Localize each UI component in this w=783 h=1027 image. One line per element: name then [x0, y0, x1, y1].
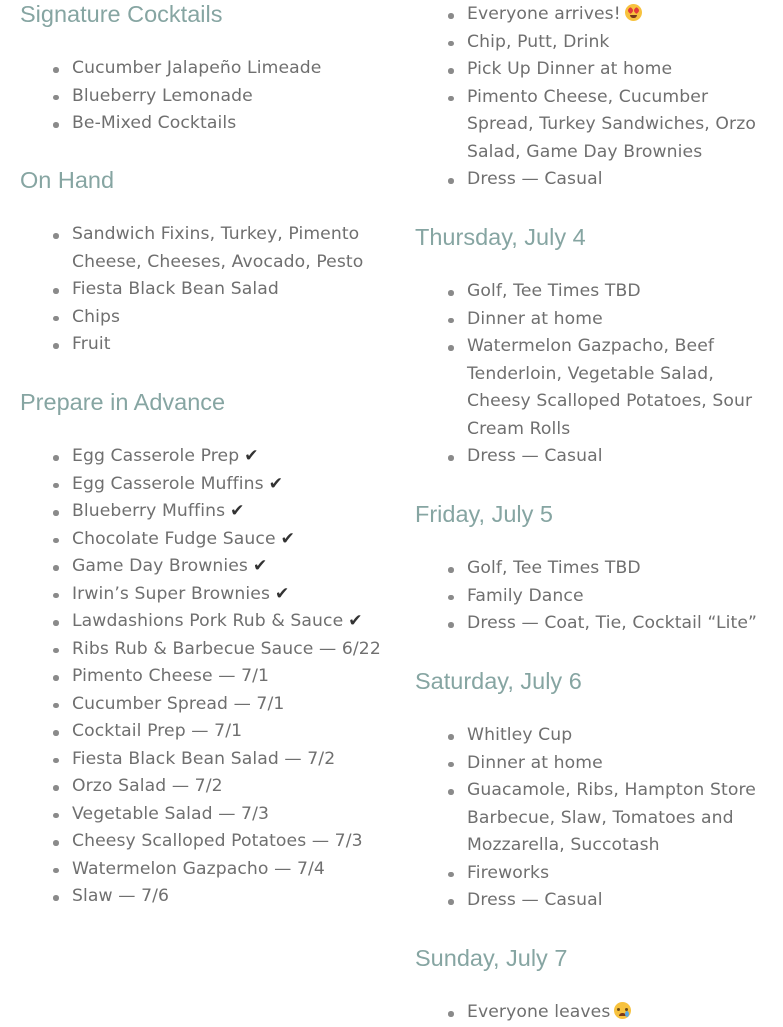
thursday-heading: Thursday, July 4	[415, 224, 586, 250]
list-item: Dress — Casual	[415, 887, 775, 915]
friday-section	[415, 500, 775, 638]
list-item-text: Chocolate Fudge Sauce	[72, 528, 276, 549]
list-item	[20, 581, 390, 609]
arrival-list	[415, 1, 775, 194]
list-item	[20, 856, 390, 884]
list-item-text: Lawdashions Pork Rub & Sauce	[72, 611, 344, 631]
list-item: Dinner at home	[415, 750, 775, 778]
list-item: Chips	[20, 304, 390, 332]
prepare-in-advance-list	[20, 443, 390, 911]
thursday-section	[415, 223, 775, 471]
signature-cocktails-list	[20, 55, 390, 138]
list-item-text: Game Day Brownies	[72, 556, 248, 576]
list-item-text: Egg Casserole Prep	[72, 446, 240, 466]
checkmark-icon: ✔	[268, 473, 284, 494]
checkmark-icon: ✔	[280, 528, 295, 549]
list-item: Sandwich Fixins, Turkey, Pimento Cheese, Cheeses, Avocado, Pesto	[20, 221, 390, 276]
sunday-heading: Sunday, July 7	[415, 945, 568, 971]
list-item-text: Orzo Salad — 7/2	[72, 776, 223, 796]
list-item	[20, 443, 390, 471]
list-item-text: Pimento Cheese — 7/1	[72, 666, 270, 686]
list-item: Watermelon Gazpacho, Beef Tenderloin, Vegetable Salad, Cheesy Scalloped Potatoes, Sour Cream Rolls	[415, 333, 775, 443]
prepare-in-advance-heading: Prepare in Advance	[20, 389, 226, 415]
checkmark-icon: ✔	[230, 501, 245, 521]
list-item-text: Irwin’s Super Brownies	[72, 583, 271, 604]
prepare-in-advance-section	[20, 388, 390, 911]
list-item	[20, 553, 390, 581]
list-item	[20, 801, 390, 829]
list-item: Cucumber Jalapeño Limeade	[20, 55, 390, 83]
list-item-text: Watermelon Gazpacho — 7/4	[72, 858, 325, 879]
list-item: Dress — Coat, Tie, Cocktail “Lite”	[415, 610, 775, 638]
list-item: Whitley Cup	[415, 722, 775, 750]
list-item	[20, 883, 390, 911]
list-item-text: Egg Casserole Muffins	[72, 473, 264, 494]
list-item: Blueberry Lemonade	[20, 83, 390, 111]
list-item-text: Slaw — 7/6	[72, 886, 170, 906]
list-item: Pimento Cheese, Cucumber Spread, Turkey Sandwiches, Orzo Salad, Game Day Brownies	[415, 84, 775, 167]
signature-cocktails-heading: Signature Cocktails	[20, 1, 223, 27]
list-item-text: Cucumber Spread — 7/1	[72, 693, 285, 714]
list-item-text: Fiesta Black Bean Salad — 7/2	[72, 748, 336, 769]
list-item	[20, 526, 390, 554]
list-item	[20, 773, 390, 801]
checkmark-icon: ✔	[348, 611, 363, 631]
list-item	[20, 828, 390, 856]
list-item: Be-Mixed Cocktails	[20, 110, 390, 138]
list-item: Dinner at home	[415, 306, 775, 334]
sunday-list	[415, 999, 775, 1027]
on-hand-section	[20, 166, 390, 359]
list-item-text: Vegetable Salad — 7/3	[72, 803, 270, 824]
list-item	[415, 1, 775, 29]
list-item	[20, 746, 390, 774]
checkmark-icon: ✔	[275, 583, 290, 604]
signature-cocktails-section	[20, 0, 390, 138]
list-item	[20, 691, 390, 719]
list-item	[415, 999, 775, 1027]
list-item	[20, 663, 390, 691]
list-item: Golf, Tee Times TBD	[415, 555, 775, 583]
list-item-text: Cocktail Prep — 7/1	[72, 721, 243, 741]
list-item	[20, 718, 390, 746]
list-item: Chip, Putt, Drink	[415, 29, 775, 57]
list-item: Fiesta Black Bean Salad	[20, 276, 390, 304]
list-item-text: Blueberry Muffins	[72, 501, 226, 521]
list-item	[20, 498, 390, 526]
arrival-section	[415, 1, 775, 194]
list-item: Dress — Casual	[415, 166, 775, 194]
list-item: Pick Up Dinner at home	[415, 56, 775, 84]
sunday-section	[415, 944, 775, 1027]
list-item-text: Ribs Rub & Barbecue Sauce — 6/22	[72, 638, 381, 659]
list-item-text: Cheesy Scalloped Potatoes — 7/3	[72, 831, 363, 851]
list-item: Fireworks	[415, 860, 775, 888]
list-item: Guacamole, Ribs, Hampton Store Barbecue, Slaw, Tomatoes and Mozzarella, Succotash	[415, 777, 775, 860]
thursday-list	[415, 278, 775, 471]
heart-eyes-emoji-icon	[625, 4, 642, 21]
crying-emoji-icon	[614, 1002, 631, 1019]
list-item-text: Everyone arrives!	[467, 4, 621, 24]
checkmark-icon: ✔	[244, 446, 259, 466]
saturday-section	[415, 667, 775, 915]
list-item: Fruit	[20, 331, 390, 359]
on-hand-list	[20, 221, 390, 359]
list-item	[20, 636, 390, 664]
list-item: Golf, Tee Times TBD	[415, 278, 775, 306]
list-item	[20, 471, 390, 499]
list-item-text: Everyone leaves	[467, 1002, 611, 1022]
friday-list	[415, 555, 775, 638]
list-item	[20, 608, 390, 636]
saturday-heading: Saturday, July 6	[415, 668, 582, 694]
saturday-list	[415, 722, 775, 915]
list-item: Dress — Casual	[415, 443, 775, 471]
checkmark-icon: ✔	[252, 556, 268, 576]
friday-heading: Friday, July 5	[415, 501, 553, 527]
list-item: Family Dance	[415, 583, 775, 611]
on-hand-heading: On Hand	[20, 167, 115, 193]
